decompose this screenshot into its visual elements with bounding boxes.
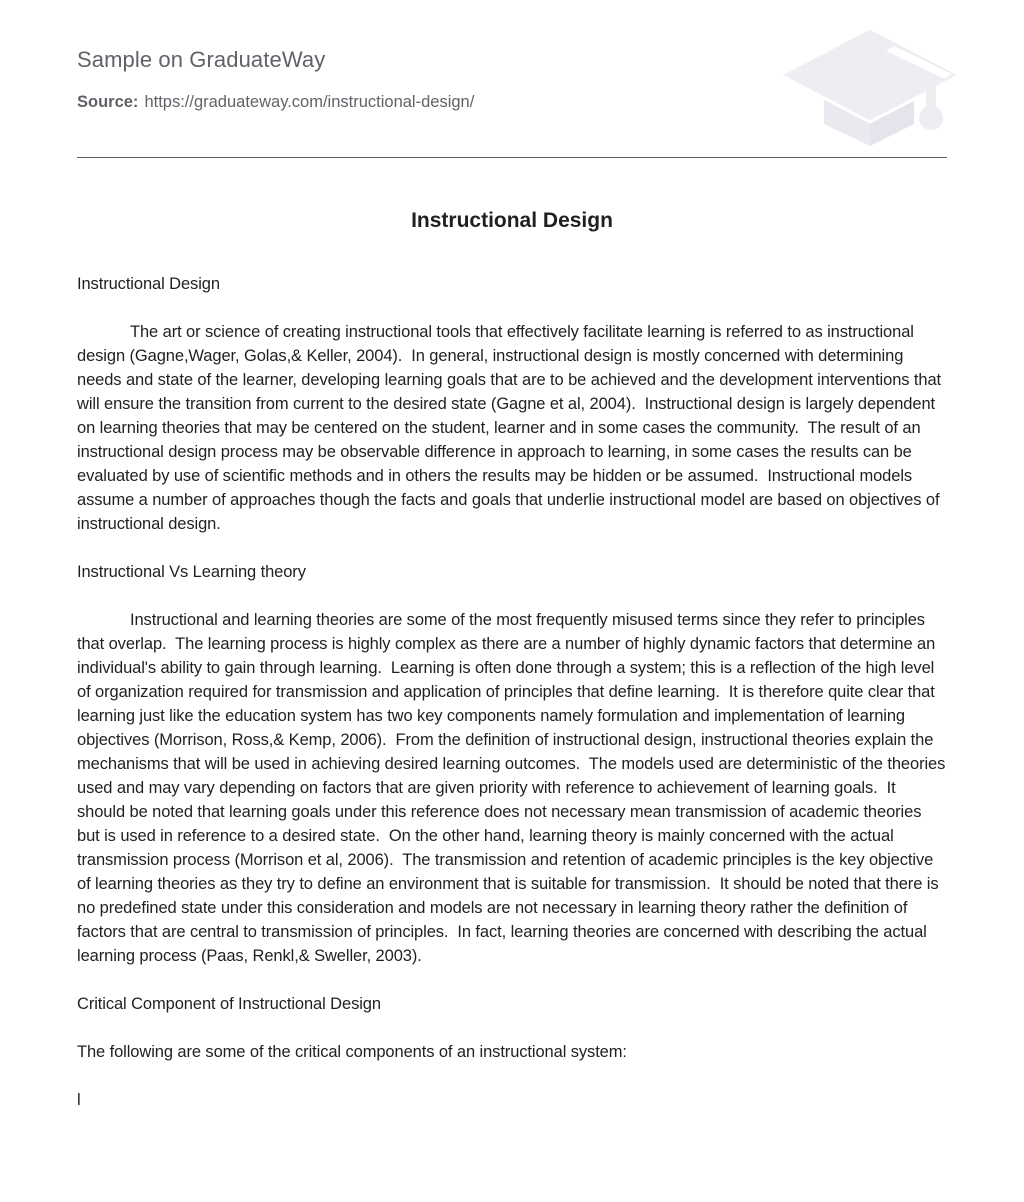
paragraph-instructional-design: The art or science of creating instructional tools that effectively facilitate learning is referred to as instructional design (Gagne,Wager, Golas,& Keller, 2004). In general, instructional design is mostly concerned with determining needs and state of the learner, developing learning goals that are to be achieved and the development interventions that will ensure the transition from current to the desired state (Gagne et al, 2004). Instructional design is largely dependent on learning theories that may be centered on the student, learner and in some cases the community. The result of an instructional design process may be observable difference in approach to learning, in some cases the results can be evaluated by use of scientific methods and in others the results may be hidden or be assumed. Instructional models assume a number of approaches though the facts and goals that underlie instructional model are based on objectives of instructional design. — [77, 323, 946, 533]
graduation-cap-icon — [780, 28, 960, 150]
section-heading-critical-component: Critical Component of Instructional Design — [77, 995, 381, 1013]
source-label: Source: — [77, 93, 139, 111]
truncated-list-item: l — [77, 1091, 81, 1109]
document-body — [77, 208, 950, 1112]
document-title: Instructional Design — [411, 209, 613, 232]
section-heading-instructional-vs-learning: Instructional Vs Learning theory — [77, 563, 306, 581]
header — [77, 0, 947, 113]
source-url-link[interactable]: https://graduateway.com/instructional-design/ — [144, 93, 475, 111]
paragraph-instructional-vs-learning: Instructional and learning theories are some of the most frequently misused terms since they refer to principles that overlap. The learning process is highly complex as there are a number of highly dynamic factors that determine an individual's ability to gain through learning. Learning is often done through a system; this is a reflection of the high level of organization required for transmission and application of principles that define learning. It is therefore quite clear that learning just like the education system has two key components namely formulation and implementation of learning objectives (Morrison, Ross,& Kemp, 2006). From the definition of instructional design, instructional theories explain the mechanisms that will be used in achieving desired learning outcomes. The models used are deterministic of the theories used and may vary depending on factors that are given priority with reference to achievement of learning goals. It should be noted that learning goals under this reference does not necessary mean transmission of academic theories but is used in reference to a desired state. On the other hand, learning theory is mainly concerned with the actual transmission process (Morrison et al, 2006). The transmission and retention of academic principles is the key objective of learning theories as they try to define an environment that is suitable for transmission. It should be noted that there is no predefined state under this consideration and models are not necessary in learning theory rather the definition of factors that are central to transmission of principles. In fact, learning theories are concerned with describing the actual learning process (Paas, Renkl,& Sweller, 2003). — [77, 611, 950, 965]
paragraph-critical-components-intro: The following are some of the critical components of an instructional system: — [77, 1043, 627, 1061]
brand-title: Sample on GraduateWay — [77, 47, 326, 72]
header-divider — [77, 157, 947, 158]
section-heading-instructional-design: Instructional Design — [77, 275, 220, 293]
